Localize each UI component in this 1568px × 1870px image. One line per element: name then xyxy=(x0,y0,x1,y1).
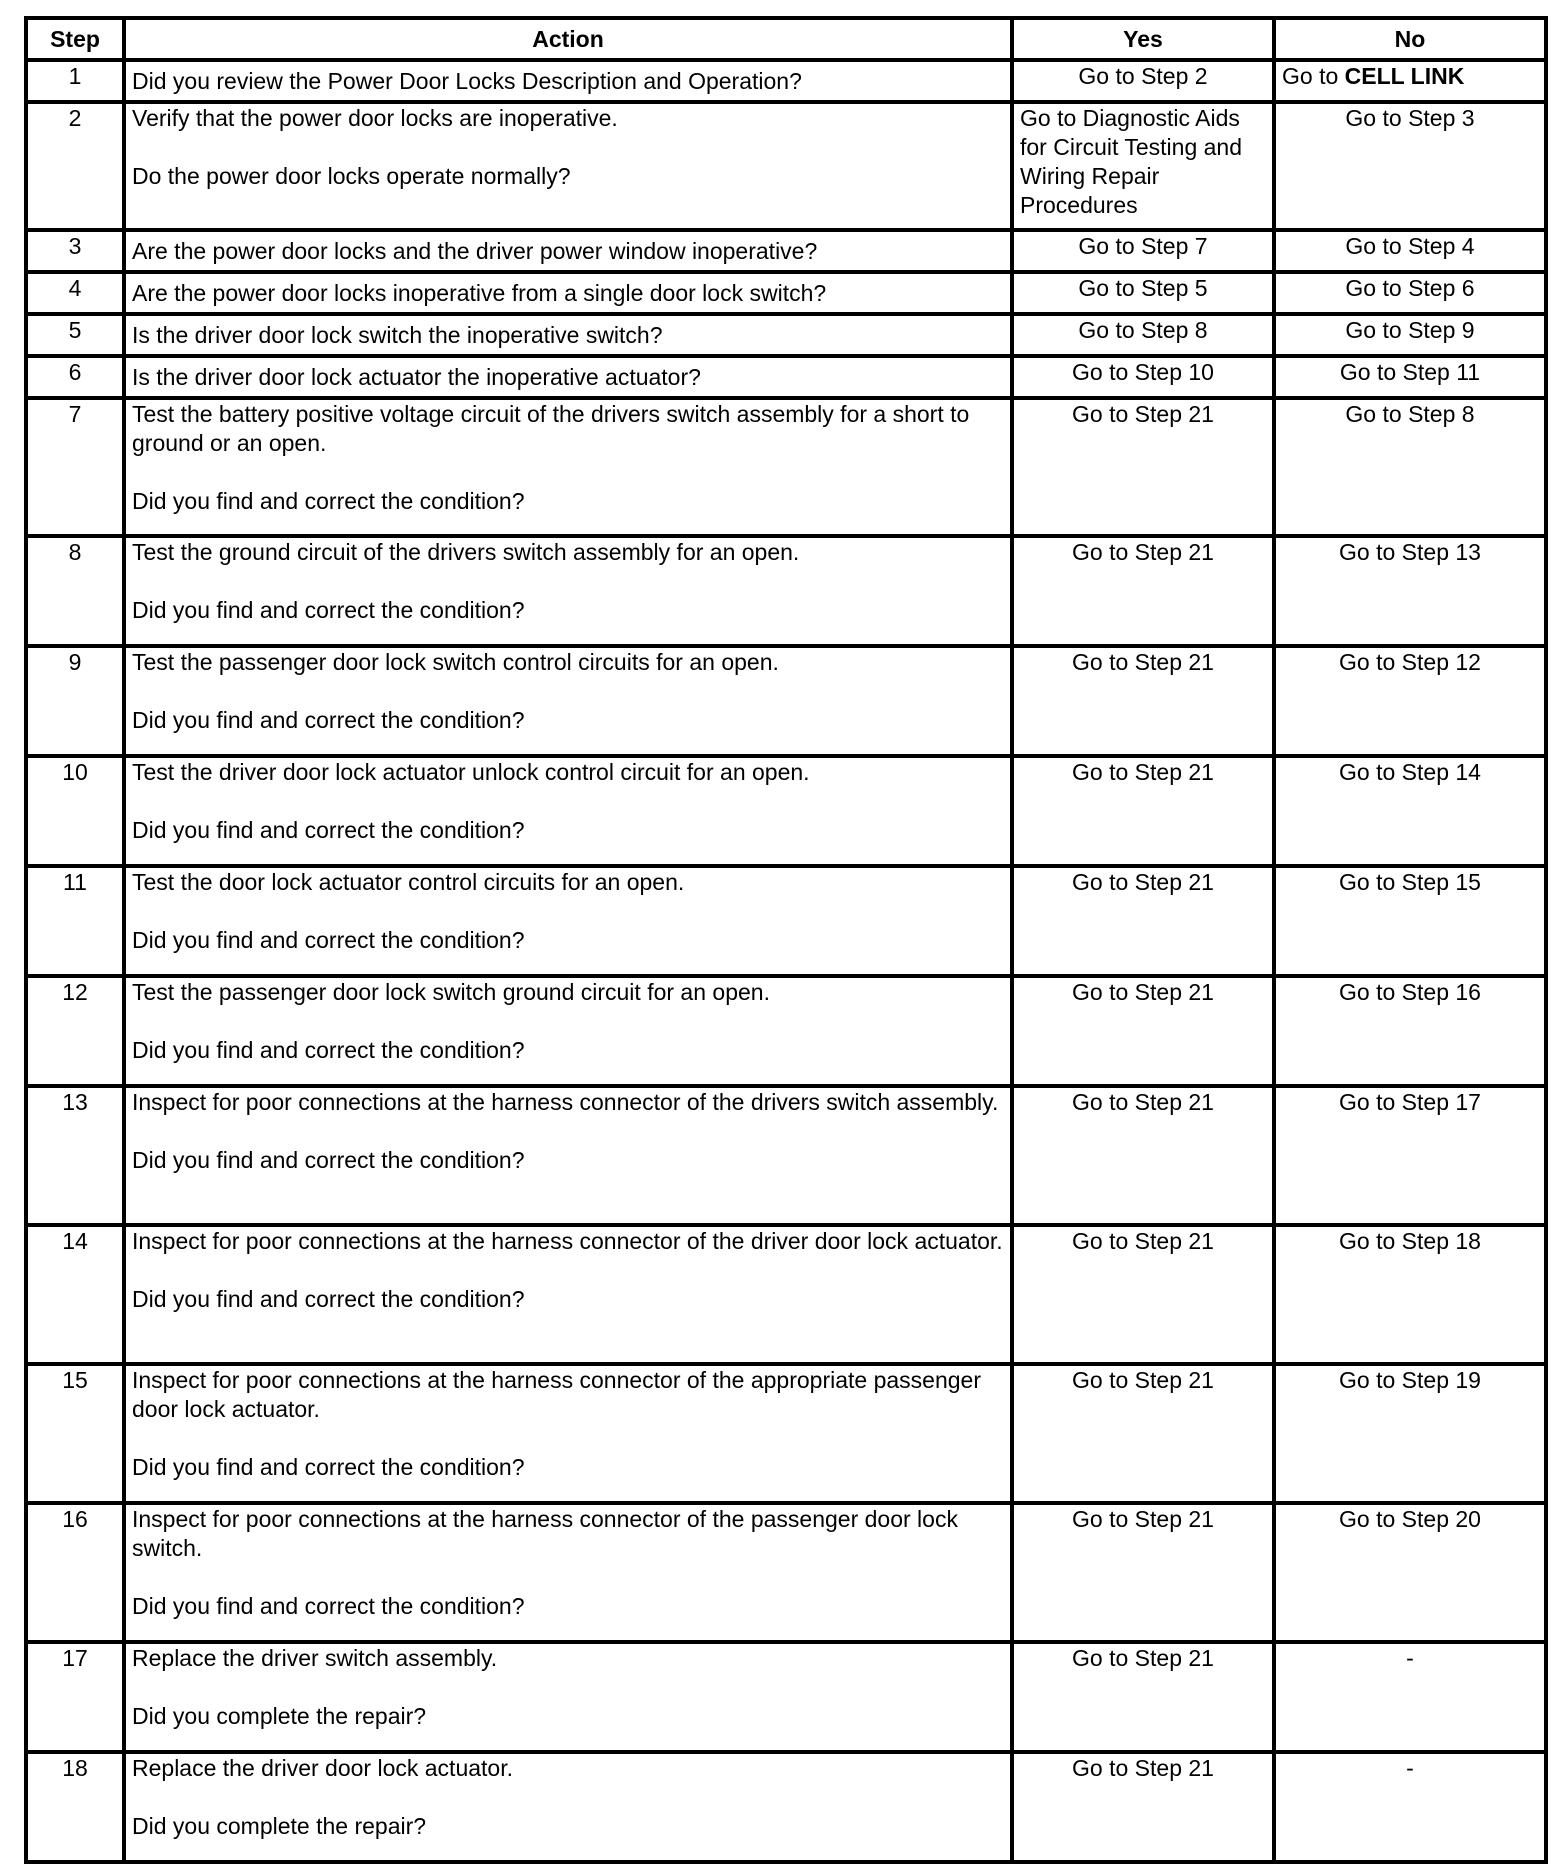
table-row xyxy=(26,1225,1546,1364)
action-cell xyxy=(124,866,1012,976)
step-number: 11 xyxy=(26,866,124,976)
step-number: 4 xyxy=(26,272,124,314)
step-number: 3 xyxy=(26,230,124,272)
action-text: Test the passenger door lock switch ground circuit for an open. xyxy=(132,979,770,1005)
action-text: Inspect for poor connections at the harness connector of the passenger door lock switch. xyxy=(132,1506,958,1561)
table-row xyxy=(26,60,1546,102)
action-text: Is the driver door lock actuator the inoperative actuator? xyxy=(132,363,701,390)
step-number: 16 xyxy=(26,1503,124,1642)
step-number: 1 xyxy=(26,60,124,102)
no-cell: Go to Step 9 xyxy=(1274,314,1546,356)
table-row xyxy=(26,1752,1546,1862)
step-number: 8 xyxy=(26,536,124,646)
table-row xyxy=(26,356,1546,398)
action-text: Are the power door locks inoperative from a single door lock switch? xyxy=(132,279,827,306)
yes-cell: Go to Step 21 xyxy=(1012,1225,1274,1364)
action-text: Test the ground circuit of the drivers switch assembly for an open. xyxy=(132,539,800,565)
no-prefix: Go to xyxy=(1282,63,1345,89)
no-cell: Go to Step 12 xyxy=(1274,646,1546,756)
table-row xyxy=(26,866,1546,976)
action-text: Test the battery positive voltage circuit of the drivers switch assembly for a short to ground or an open. xyxy=(132,401,970,456)
action-cell xyxy=(124,756,1012,866)
action-question: Did you complete the repair? xyxy=(132,1813,427,1839)
yes-cell: Go to Step 21 xyxy=(1012,646,1274,756)
table-row xyxy=(26,1503,1546,1642)
table-row xyxy=(26,314,1546,356)
action-question: Did you find and correct the condition? xyxy=(132,597,525,623)
yes-cell: Go to Step 21 xyxy=(1012,536,1274,646)
action-question: Did you find and correct the condition? xyxy=(132,1454,525,1480)
yes-cell: Go to Step 21 xyxy=(1012,1086,1274,1225)
action-text: Verify that the power door locks are inoperative. xyxy=(132,105,618,131)
step-number: 2 xyxy=(26,102,124,230)
header-row xyxy=(26,18,1546,60)
action-text: Inspect for poor connections at the harness connector of the driver door lock actuator. xyxy=(132,1228,1003,1254)
header-step: Step xyxy=(26,18,124,60)
no-cell: Go to Step 6 xyxy=(1274,272,1546,314)
header-yes: Yes xyxy=(1012,18,1274,60)
action-text: Is the driver door lock switch the inoperative switch? xyxy=(132,321,663,348)
no-cell: Go to Step 4 xyxy=(1274,230,1546,272)
diagnostic-table xyxy=(24,16,1548,1864)
action-question: Did you find and correct the condition? xyxy=(132,1286,525,1312)
table-row xyxy=(26,536,1546,646)
yes-cell: Go to Step 8 xyxy=(1012,314,1274,356)
table-row xyxy=(26,272,1546,314)
no-cell: Go to Step 11 xyxy=(1274,356,1546,398)
yes-cell: Go to Step 21 xyxy=(1012,866,1274,976)
yes-cell: Go to Step 21 xyxy=(1012,1364,1274,1503)
no-cell: Go to Step 17 xyxy=(1274,1086,1546,1225)
no-cell: Go to Step 13 xyxy=(1274,536,1546,646)
action-cell xyxy=(124,272,1012,314)
step-number: 7 xyxy=(26,398,124,536)
action-question: Did you complete the repair? xyxy=(132,1703,427,1729)
action-text: Replace the driver door lock actuator. xyxy=(132,1755,513,1781)
step-number: 9 xyxy=(26,646,124,756)
step-number: 6 xyxy=(26,356,124,398)
action-cell xyxy=(124,646,1012,756)
yes-cell: Go to Step 21 xyxy=(1012,756,1274,866)
cell-link[interactable]: CELL LINK xyxy=(1344,63,1465,89)
step-number: 18 xyxy=(26,1752,124,1862)
action-text: Test the driver door lock actuator unlock control circuit for an open. xyxy=(132,759,810,785)
action-text: Are the power door locks and the driver power window inoperative? xyxy=(132,237,818,264)
action-question: Did you find and correct the condition? xyxy=(132,1037,525,1063)
action-text: Replace the driver switch assembly. xyxy=(132,1645,498,1671)
no-cell: Go to Step 3 xyxy=(1274,102,1546,230)
table-row xyxy=(26,1642,1546,1752)
action-question: Do the power door locks operate normally? xyxy=(132,163,571,189)
yes-cell: Go to Diagnostic Aids for Circuit Testing and Wiring Repair Procedures xyxy=(1012,102,1274,230)
table-row xyxy=(26,1086,1546,1225)
action-cell xyxy=(124,1086,1012,1225)
action-cell xyxy=(124,1364,1012,1503)
step-number: 14 xyxy=(26,1225,124,1364)
no-cell: Go to Step 18 xyxy=(1274,1225,1546,1364)
action-cell xyxy=(124,536,1012,646)
action-text: Test the passenger door lock switch control circuits for an open. xyxy=(132,649,779,675)
header-action: Action xyxy=(124,18,1012,60)
no-cell: - xyxy=(1274,1752,1546,1862)
action-question: Did you find and correct the condition? xyxy=(132,1593,525,1619)
action-cell xyxy=(124,1642,1012,1752)
table-row xyxy=(26,102,1546,230)
step-number: 17 xyxy=(26,1642,124,1752)
no-cell: Go to Step 8 xyxy=(1274,398,1546,536)
no-cell: Go to Step 15 xyxy=(1274,866,1546,976)
header-no: No xyxy=(1274,18,1546,60)
action-cell xyxy=(124,314,1012,356)
no-cell xyxy=(1274,60,1546,102)
table-row xyxy=(26,398,1546,536)
yes-cell: Go to Step 10 xyxy=(1012,356,1274,398)
no-cell: - xyxy=(1274,1642,1546,1752)
action-cell xyxy=(124,1503,1012,1642)
yes-cell: Go to Step 5 xyxy=(1012,272,1274,314)
action-text: Inspect for poor connections at the harness connector of the drivers switch assembly. xyxy=(132,1089,999,1115)
action-text: Inspect for poor connections at the harness connector of the appropriate passenger door lock actuator. xyxy=(132,1367,981,1422)
table-row xyxy=(26,976,1546,1086)
step-number: 13 xyxy=(26,1086,124,1225)
action-text: Did you review the Power Door Locks Description and Operation? xyxy=(132,67,802,94)
step-number: 12 xyxy=(26,976,124,1086)
yes-cell: Go to Step 7 xyxy=(1012,230,1274,272)
table-row xyxy=(26,646,1546,756)
action-cell xyxy=(124,976,1012,1086)
step-number: 10 xyxy=(26,756,124,866)
table-row xyxy=(26,230,1546,272)
action-cell xyxy=(124,356,1012,398)
yes-cell: Go to Step 21 xyxy=(1012,1503,1274,1642)
yes-cell: Go to Step 21 xyxy=(1012,1642,1274,1752)
action-text: Test the door lock actuator control circuits for an open. xyxy=(132,869,685,895)
action-question: Did you find and correct the condition? xyxy=(132,707,525,733)
action-cell xyxy=(124,398,1012,536)
table-row xyxy=(26,756,1546,866)
action-question: Did you find and correct the condition? xyxy=(132,927,525,953)
table-row xyxy=(26,1364,1546,1503)
no-cell: Go to Step 19 xyxy=(1274,1364,1546,1503)
action-cell xyxy=(124,1752,1012,1862)
yes-cell: Go to Step 21 xyxy=(1012,976,1274,1086)
action-cell xyxy=(124,102,1012,230)
no-cell: Go to Step 20 xyxy=(1274,1503,1546,1642)
step-number: 5 xyxy=(26,314,124,356)
yes-cell: Go to Step 21 xyxy=(1012,398,1274,536)
action-question: Did you find and correct the condition? xyxy=(132,488,525,514)
yes-cell: Go to Step 21 xyxy=(1012,1752,1274,1862)
action-question: Did you find and correct the condition? xyxy=(132,817,525,843)
action-question: Did you find and correct the condition? xyxy=(132,1147,525,1173)
action-cell xyxy=(124,60,1012,102)
no-cell: Go to Step 16 xyxy=(1274,976,1546,1086)
yes-cell: Go to Step 2 xyxy=(1012,60,1274,102)
step-number: 15 xyxy=(26,1364,124,1503)
no-cell: Go to Step 14 xyxy=(1274,756,1546,866)
action-cell xyxy=(124,230,1012,272)
action-cell xyxy=(124,1225,1012,1364)
